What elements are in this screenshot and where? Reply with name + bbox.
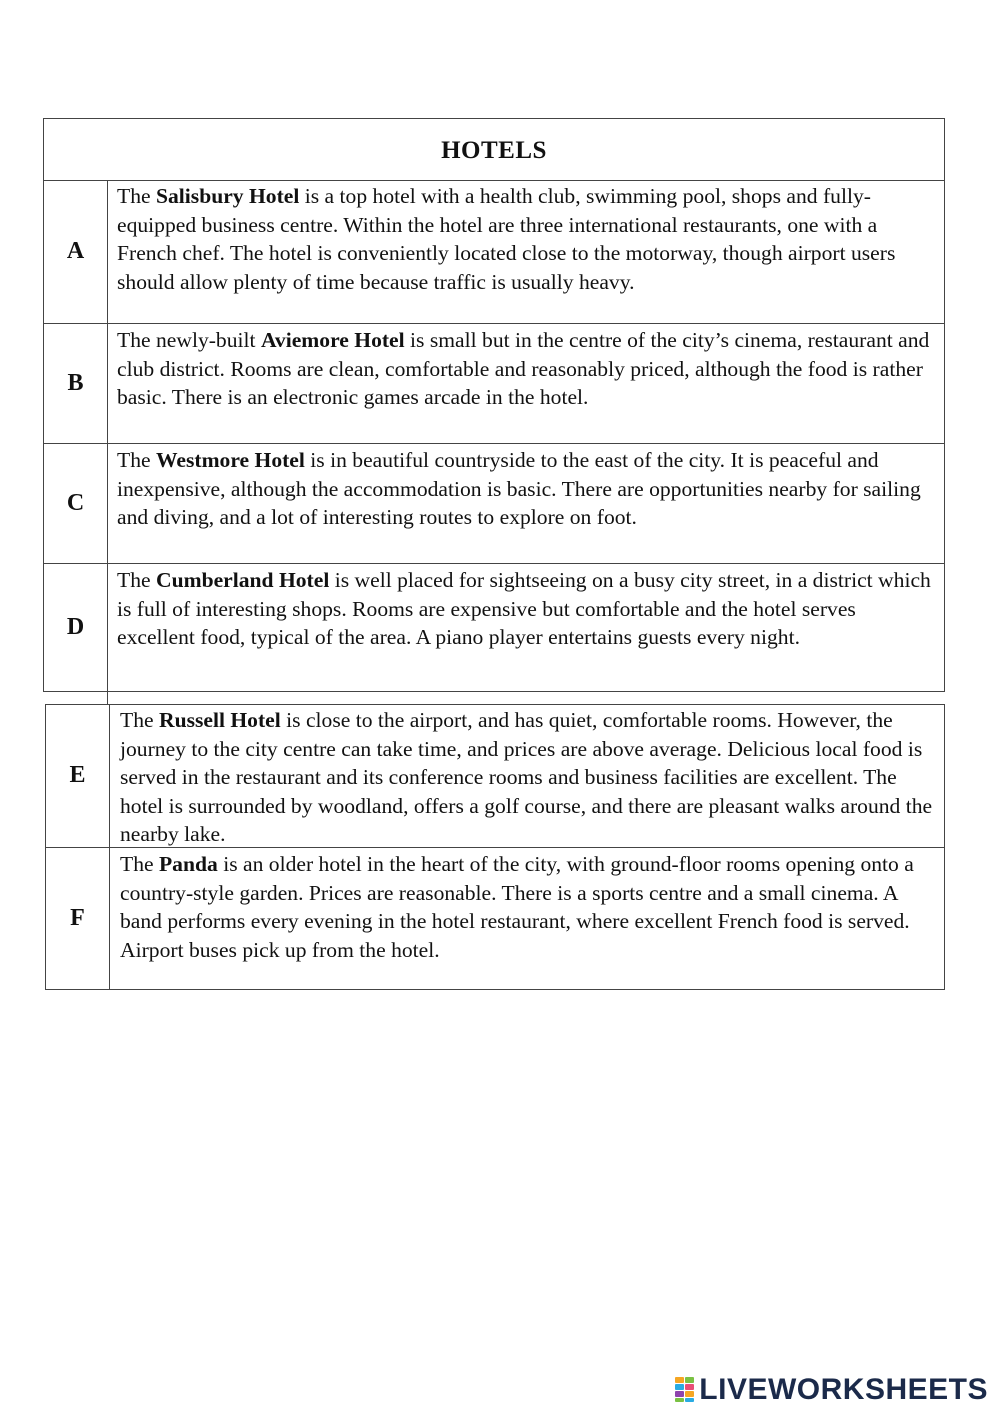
hotel-name: Cumberland Hotel xyxy=(155,568,330,592)
hotel-description: The Panda is an older hotel in the heart of the city, with ground-floor rooms opening onto a country-style garden. Prices are reasonable. There is a sports centre and a small cinema. A band performs every evening in the hotel restaurant, where excellent French food is served. Airport buses pick up from the hotel. xyxy=(120,852,914,962)
hotel-name: Salisbury Hotel xyxy=(155,184,300,208)
hotel-description: The Cumberland Hotel is well placed for sightseeing on a busy city street, in a district which is full of interesting shops. Rooms are expensive but comfortable and the hotel serves excellent food, typical of the area. A piano player entertains guests every night. xyxy=(117,568,931,649)
table-row xyxy=(45,848,945,990)
column-divider xyxy=(107,692,108,704)
table-row xyxy=(43,324,945,444)
hotel-name: Aviemore Hotel xyxy=(260,328,405,352)
table-title-row xyxy=(43,118,945,181)
table-row xyxy=(43,444,945,564)
row-letter: D xyxy=(44,564,108,691)
row-letter: E xyxy=(46,704,110,847)
hotel-description: The Russell Hotel is close to the airport, and has quiet, comfortable rooms. However, the journey to the city centre can take time, and prices are above average. Delicious local food is served in the restaurant and its conference rooms and business facilities are excellent. The hotel is surrounded by woodland, offers a golf course, and there are pleasant walks around the nearby lake. xyxy=(120,708,933,846)
liveworksheets-logo[interactable] xyxy=(675,1373,988,1407)
hotel-description: The Salisbury Hotel is a top hotel with a health club, swimming pool, shops and fully-equipped business centre. Within the hotel are three international restaurants, one with a French chef. The hotel is conveniently located close to the motorway, though airport users should allow plenty of time because traffic is usually heavy. xyxy=(117,184,896,294)
hotel-description: The Westmore Hotel is in beautiful countryside to the east of the city. It is peaceful and inexpensive, although the accommodation is basic. There are opportunities nearby for sailing and diving, and a lot of interesting routes to explore on foot. xyxy=(117,448,921,529)
table-title: HOTELS xyxy=(441,137,547,164)
table-row xyxy=(43,564,945,692)
row-letter: A xyxy=(44,180,108,323)
hotel-name: Westmore Hotel xyxy=(155,448,305,472)
table-row xyxy=(45,704,945,848)
row-letter: C xyxy=(44,444,108,563)
logo-text: LIVEWORKSHEETS xyxy=(699,1373,988,1406)
hotel-description: The newly-built Aviemore Hotel is small but in the centre of the city’s cinema, restaurant and club district. Rooms are clean, comfortable and reasonably priced, although the food is rather basic. There is an electronic games arcade in the hotel. xyxy=(117,328,930,409)
hotel-name: Russell Hotel xyxy=(158,708,281,732)
liveworksheets-logo-icon xyxy=(675,1377,695,1403)
table-row xyxy=(43,180,945,324)
row-letter: F xyxy=(46,848,110,989)
row-letter: B xyxy=(44,324,108,443)
hotel-name: Panda xyxy=(158,852,218,876)
